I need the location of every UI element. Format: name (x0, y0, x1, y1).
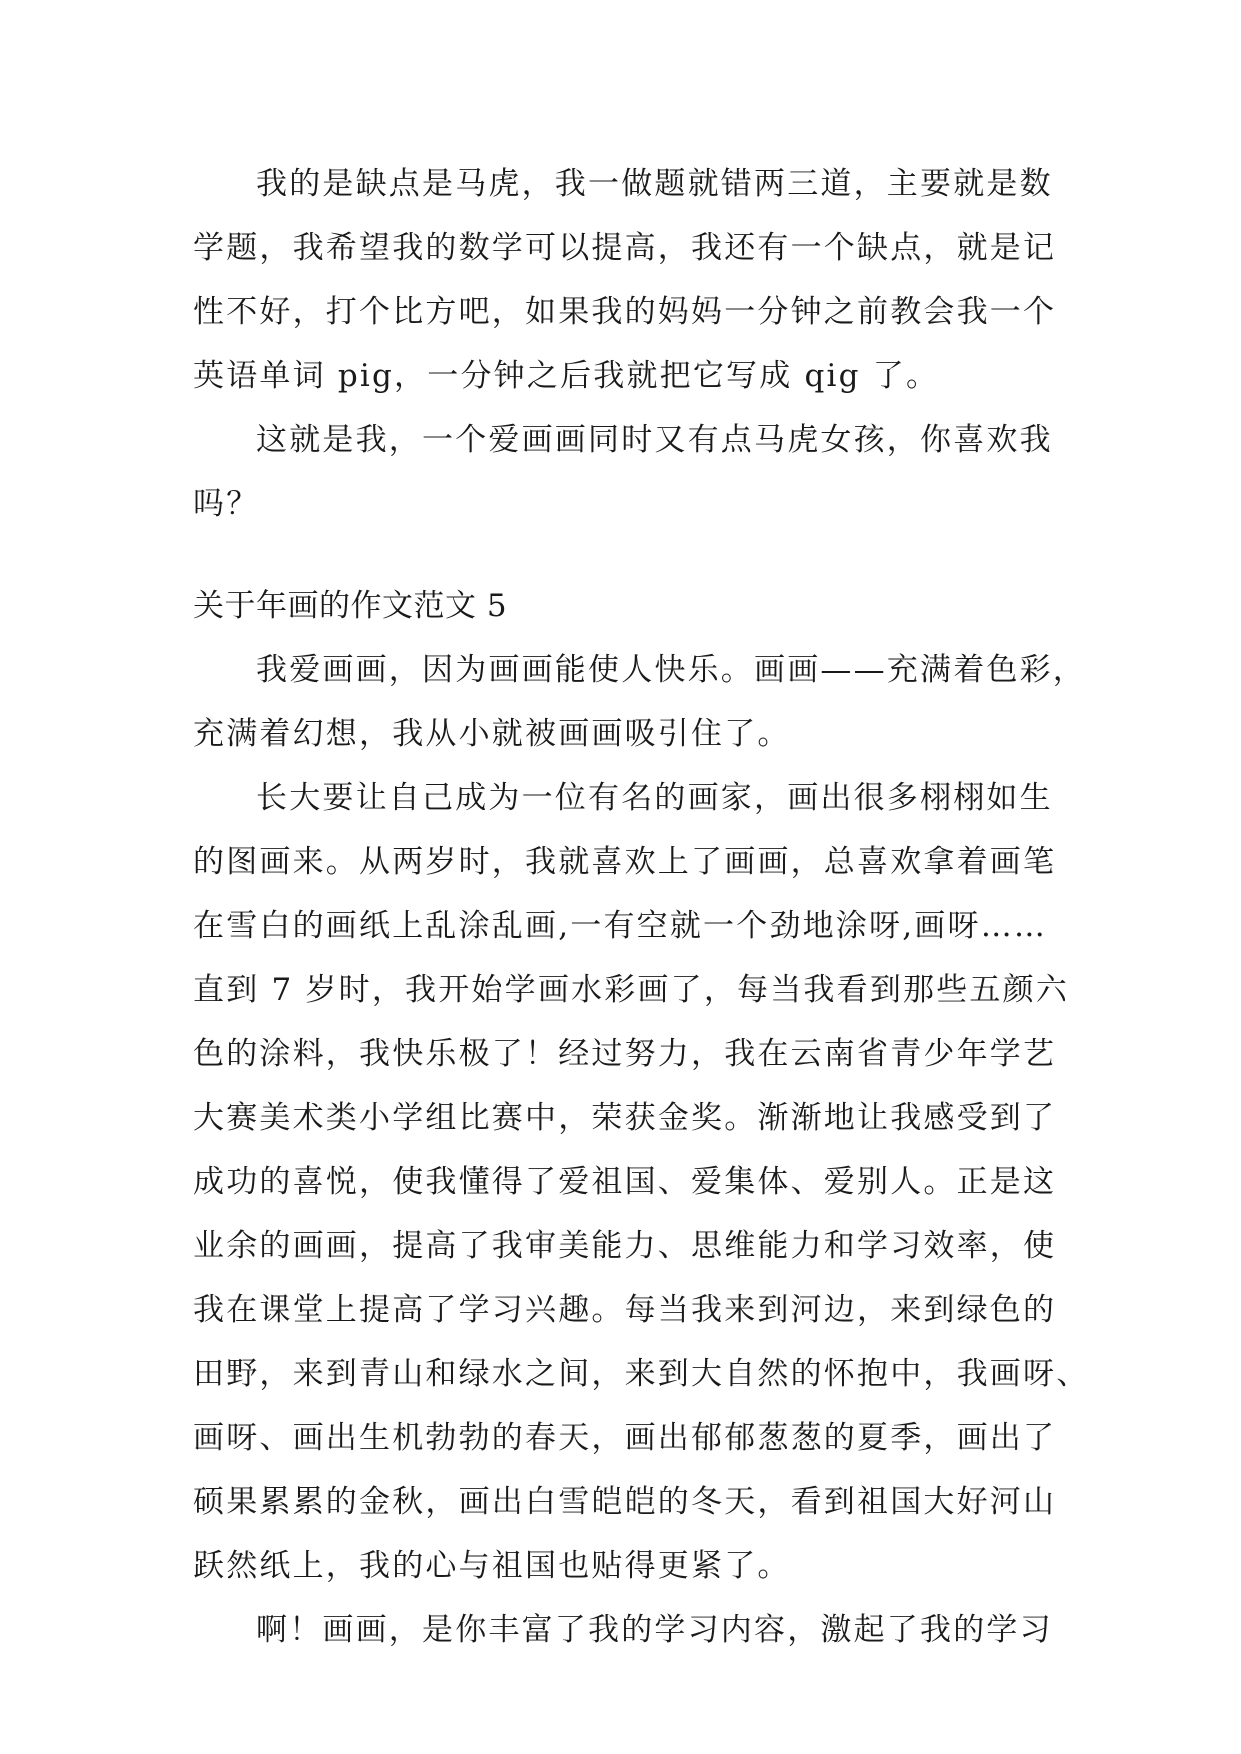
paragraph-line: 吗？ (193, 486, 260, 522)
paragraph-line: 这就是我，一个爱画画同时又有点马虎女孩，你喜欢我 (256, 422, 1053, 458)
paragraph-line: 我爱画画，因为画画能使人快乐。画画——充满着色彩， (256, 652, 1086, 688)
paragraph-line: 我在课堂上提高了学习兴趣。每当我来到河边，来到绿色的 (193, 1292, 1057, 1328)
paragraph-line: 我的是缺点是马虎，我一做题就错两三道，主要就是数 (256, 166, 1053, 202)
section-heading: 关于年画的作文范文 5 (193, 588, 508, 624)
paragraph-line: 成功的喜悦，使我懂得了爱祖国、爱集体、爱别人。正是这 (193, 1164, 1057, 1200)
paragraph-line: 学题，我希望我的数学可以提高，我还有一个缺点，就是记 (193, 230, 1057, 266)
paragraph-line: 跃然纸上，我的心与祖国也贴得更紧了。 (193, 1548, 791, 1584)
paragraph-line: 在雪白的画纸上乱涂乱画,一有空就一个劲地涂呀,画呀…… (193, 908, 1048, 944)
paragraph-line: 充满着幻想，我从小就被画画吸引住了。 (193, 716, 791, 752)
paragraph-line: 英语单词 pig，一分钟之后我就把它写成 qig 了。 (193, 358, 940, 394)
paragraph-line: 啊！画画，是你丰富了我的学习内容，激起了我的学习 (256, 1612, 1053, 1648)
paragraph-line: 直到 7 岁时，我开始学画水彩画了，每当我看到那些五颜六 (193, 972, 1070, 1008)
paragraph-line: 业余的画画，提高了我审美能力、思维能力和学习效率，使 (193, 1228, 1057, 1264)
paragraph-line: 画呀、画出生机勃勃的春天，画出郁郁葱葱的夏季，画出了 (193, 1420, 1057, 1456)
paragraph-line: 田野，来到青山和绿水之间，来到大自然的怀抱中，我画呀、 (193, 1356, 1090, 1392)
paragraph-line: 性不好，打个比方吧，如果我的妈妈一分钟之前教会我一个 (193, 294, 1057, 330)
paragraph-line: 大赛美术类小学组比赛中，荣获金奖。渐渐地让我感受到了 (193, 1100, 1057, 1136)
paragraph-line: 色的涂料，我快乐极了！经过努力，我在云南省青少年学艺 (193, 1036, 1057, 1072)
paragraph-line: 的图画来。从两岁时，我就喜欢上了画画，总喜欢拿着画笔 (193, 844, 1057, 880)
paragraph-line: 长大要让自己成为一位有名的画家，画出很多栩栩如生 (256, 780, 1053, 816)
paragraph-line: 硕果累累的金秋，画出白雪皑皑的冬天，看到祖国大好河山 (193, 1484, 1057, 1520)
